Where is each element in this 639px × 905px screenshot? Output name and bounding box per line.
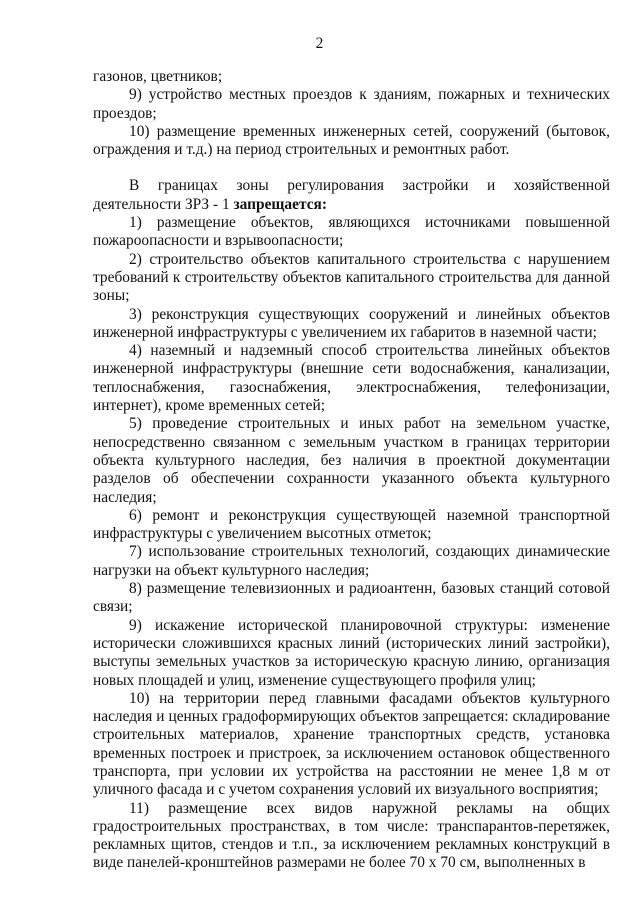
paragraph-text: 3) реконструкция существующих сооружений и линейных объектов инженерной инфраструктуры с увеличением их габаритов в наземной части; [93,305,610,341]
paragraph-text: 5) проведение строительных и иных работ на земельном участке, непосредственно связанном с земельным участком в границах территории объекта культурного наследия, без наличия в проектной документации разделов об обеспечении сохранности указанного объекта культурного наследия; [93,415,610,506]
paragraph [93,177,610,214]
paragraph-text: 9) искажение исторической планировочной структуры: изменение исторически сложившихся красных линий (исторических линий застройки), выступы земельных участков за историческую красную линию, организация новых площадей и улиц, изменение существующего профиля улиц; [93,616,610,689]
paragraph-text: В границах зоны регулирования застройки и хозяйственной деятельности ЗРЗ - 1 [93,177,610,213]
paragraph [93,86,610,123]
paragraph [93,342,610,415]
paragraph-text: 10) размещение временных инженерных сетей, сооружений (бытовок, ограждения и т.д.) на период строительных и ремонтных работ. [93,122,610,159]
document-body [93,68,610,873]
paragraph [93,507,610,544]
paragraph [93,306,610,343]
paragraph-text: 11) размещение всех видов наружной рекламы на общих градостроительных пространствах, в том числе: транспарантов-перетяжек, рекламных щитов, стендов и т.п., за исключением рекламных конструкций в виде панелей-кронштейнов размерами не более 70 х 70 см, выполненных в [93,799,610,872]
paragraph-text: 9) устройство местных проездов к зданиям, пожарных и технических проездов; [93,86,610,122]
paragraph-bold-text: запрещается: [233,195,327,213]
paragraph [93,543,610,580]
paragraph-text: 2) строительство объектов капитального строительства с нарушением требований к строительству объектов капитального строительства для данной зоны; [93,250,610,305]
paragraph-text: 8) размещение телевизионных и радиоантенн, базовых станций сотовой связи; [93,580,610,616]
paragraph-text: 7) использование строительных технологий, создающих динамические нагрузки на объект культурного наследия; [93,543,610,579]
paragraph [93,580,610,617]
page-number: 2 [315,35,324,52]
paragraph-text: 10) на территории перед главными фасадами объектов культурного наследия и ценных градоформирующих объектов запрещается: складирование строительных материалов, хранение транспортных средств, установка временных построек и пристроек, за исключением остановок общественного транспорта, при условии их устройства на расстоянии не менее 1,8 м от уличного фасада и с учетом сохранения условий их визуального восприятия; [93,689,610,799]
paragraph-text: газонов, цветников; [93,68,223,85]
paragraph [93,690,610,800]
paragraph [93,617,610,690]
paragraph-text: 6) ремонт и реконструкция существующей наземной транспортной инфраструктуры с увеличением высотных отметок; [93,506,610,543]
paragraph [93,123,610,160]
paragraph [93,214,610,251]
paragraph [93,68,610,86]
paragraph [93,800,610,873]
paragraph-text: 1) размещение объектов, являющихся источниками повышенной пожароопасности и взрывоопасности; [93,214,610,250]
paragraph-text: 4) наземный и надземный способ строительства линейных объектов инженерной инфраструктуры (внешние сети водоснабжения, канализации, теплоснабжения, газоснабжения, электроснабжения, телефонизации, интернет), кроме временных сетей; [93,342,610,415]
paragraph [93,251,610,306]
paragraph [93,415,610,506]
paragraph-spacer [93,159,610,177]
